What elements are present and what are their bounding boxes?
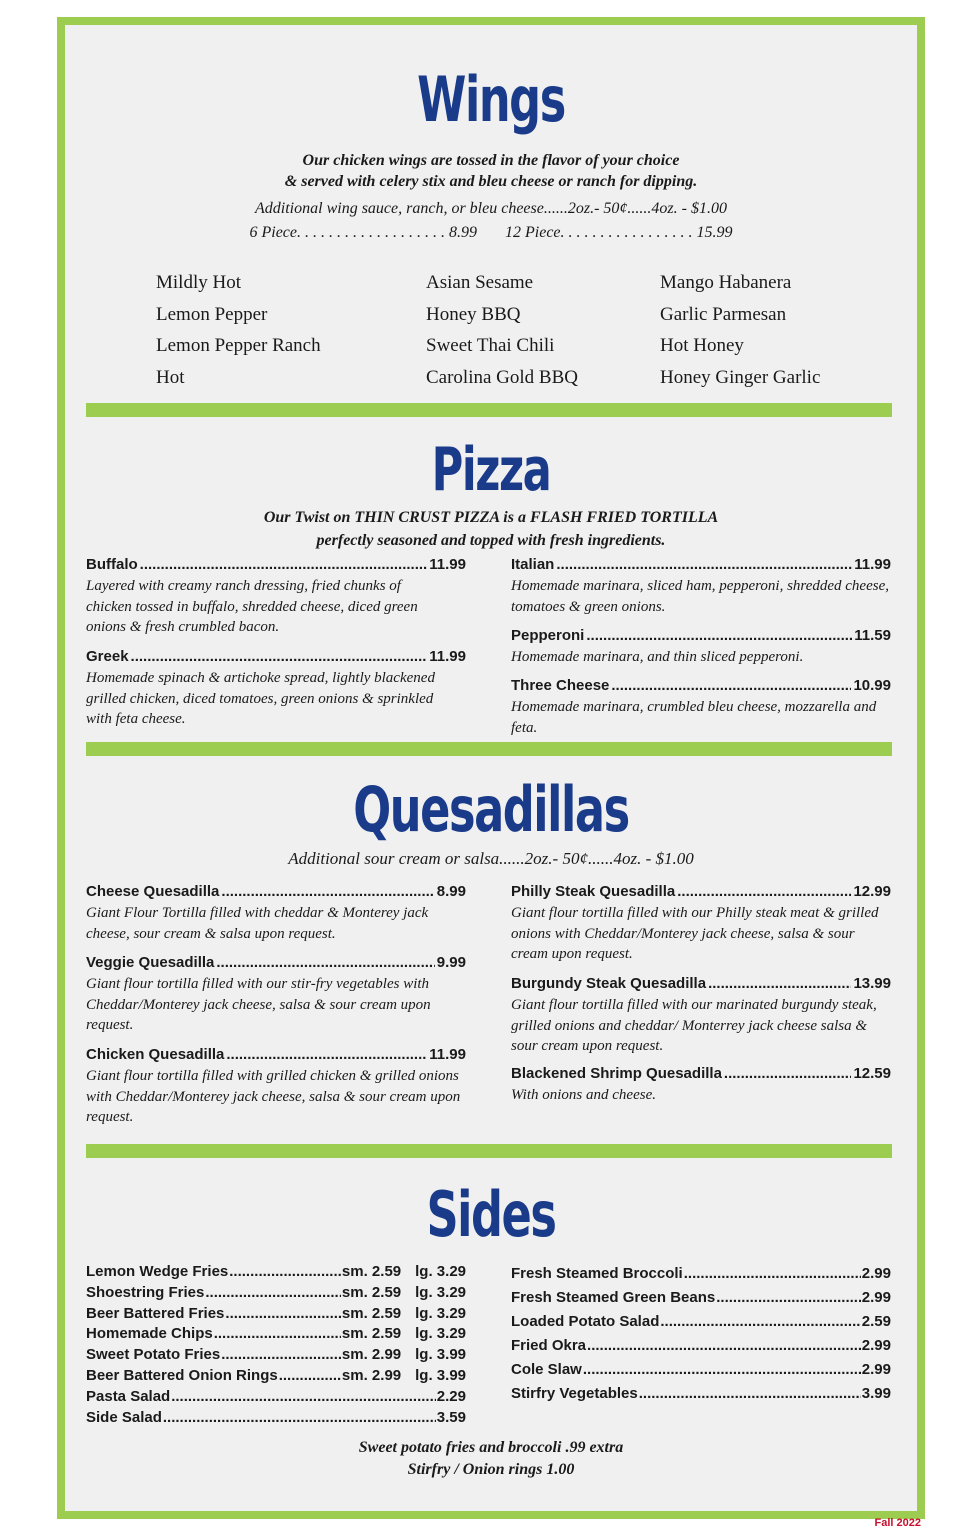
item-name: Chicken Quesadilla <box>86 1046 225 1063</box>
pizza-intro-line2: perfectly seasoned and topped with fresh ingredients. <box>316 532 666 549</box>
item-name: Veggie Quesadilla <box>86 954 215 971</box>
flavor-column-2 <box>426 267 578 393</box>
menu-item <box>511 882 891 965</box>
side-item: Cole Slaw ..... 2.99 <box>511 1358 891 1382</box>
wings-intro-line2: & served with celery stix and bleu cheese or ranch for dipping. <box>284 173 698 190</box>
item-price: 11.99 <box>429 556 466 573</box>
quesadillas-title: Quesadillas <box>353 773 629 846</box>
item-description: Giant flour tortilla filled with our stir-fry vegetables with Cheddar/Monterey jack cheese, salsa & sour cream upon request. <box>86 976 431 1033</box>
quesadillas-extra-line: Additional sour cream or salsa......2oz.- 50¢......4oz. - $1.00 <box>288 849 694 868</box>
item-description: With onions and cheese. <box>511 1087 656 1103</box>
wings-extra-line: Additional wing sauce, ranch, or bleu cheese......2oz.- 50¢......4oz. - $1.00 <box>255 200 727 217</box>
side-item: Fried Okra ..... 2.99 <box>511 1334 891 1358</box>
item-name: Italian <box>511 556 555 573</box>
side-item: Side Salad ..... 3.59 <box>86 1408 466 1429</box>
item-name: Philly Steak Quesadilla <box>511 883 676 900</box>
item-price: 11.59 <box>854 627 891 644</box>
flavor-item: Mildly Hot <box>156 272 241 293</box>
section-divider <box>86 1144 892 1158</box>
item-price: 9.99 <box>436 954 466 971</box>
sides-title: Sides <box>426 1178 556 1251</box>
pizza-title: Pizza <box>431 435 551 505</box>
menu-item <box>511 974 891 1057</box>
menu-item <box>86 1045 466 1128</box>
flavor-item: Asian Sesame <box>426 272 534 293</box>
item-price: 10.99 <box>853 677 891 694</box>
wings-title: Wings <box>417 63 565 136</box>
section-divider <box>86 742 892 756</box>
flavor-item: Lemon Pepper Ranch <box>156 335 321 356</box>
flavor-item: Honey Ginger Garlic <box>660 366 821 388</box>
sides-note-line1: Sweet potato fries and broccoli .99 extra <box>358 1439 624 1456</box>
season-label: Fall 2022 <box>874 1517 921 1529</box>
item-name: Cheese Quesadilla <box>86 883 220 900</box>
item-price: 11.99 <box>854 556 891 573</box>
item-description: Giant flour tortilla filled with grilled chicken & grilled onions with Cheddar/Monterey jack cheese, salsa & sour cream upon request. <box>86 1068 461 1125</box>
item-price: 8.99 <box>436 883 466 900</box>
side-item: Homemade Chips ..... sm. 2.59 lg. 3.29 <box>86 1324 466 1345</box>
flavor-column-1 <box>156 267 321 393</box>
flavor-item: Sweet Thai Chili <box>426 335 555 356</box>
section-divider <box>86 403 892 417</box>
side-item: Sweet Potato Fries ..... sm. 2.99 lg. 3.99 <box>86 1345 466 1366</box>
flavor-item: Garlic Parmesan <box>660 303 787 325</box>
menu-item <box>86 647 466 730</box>
menu-frame <box>57 17 925 1519</box>
side-item: Shoestring Fries ..... sm. 2.59 lg. 3.29 <box>86 1283 466 1304</box>
item-description: Homemade spinach & artichoke spread, lightly blackened grilled chicken, diced tomatoes, green onions & sprinkled with feta cheese. <box>86 670 435 727</box>
flavor-item: Lemon Pepper <box>156 303 268 325</box>
menu-item <box>86 555 466 638</box>
item-name: Three Cheese <box>511 677 610 694</box>
item-name: Burgundy Steak Quesadilla <box>511 975 707 992</box>
flavor-item: Mango Habanera <box>660 272 792 293</box>
item-price: 12.59 <box>853 1065 891 1082</box>
flavor-item: Hot Honey <box>660 335 744 356</box>
item-description: Giant Flour Tortilla filled with cheddar & Monterey jack cheese, sour cream & salsa upon request. <box>86 905 429 942</box>
sides-right-list <box>511 1262 891 1406</box>
item-name: Blackened Shrimp Quesadilla <box>511 1065 722 1082</box>
menu-item <box>86 882 466 944</box>
side-item: Pasta Salad ..... 2.29 <box>86 1387 466 1408</box>
item-description: Giant flour tortilla filled with our Philly steak meat & grilled onions with Cheddar/Monterey jack cheese, salsa & sour cream upon request. <box>511 905 879 962</box>
side-item: Fresh Steamed Green Beans ..... 2.99 <box>511 1286 891 1310</box>
item-description: Homemade marinara, crumbled bleu cheese, mozzarella and feta. <box>511 699 877 736</box>
flavor-item: Hot <box>156 366 185 388</box>
item-price: 12.99 <box>853 883 891 900</box>
pizza-intro-line1: Our Twist on THIN CRUST PIZZA is a FLASH FRIED TORTILLA <box>263 509 719 526</box>
wings-price-line: 6 Piece. . . . . . . . . . . . . . . . . . . 8.99 12 Piece. . . . . . . . . . . . . . . . . 15.99 <box>249 224 733 241</box>
menu-item <box>511 1064 891 1106</box>
item-price: 13.99 <box>853 975 891 992</box>
side-item: Lemon Wedge Fries ..... sm. 2.59 lg. 3.29 <box>86 1262 466 1283</box>
menu-item <box>511 626 891 668</box>
sides-note-line2: Stirfry / Onion rings 1.00 <box>407 1461 575 1478</box>
item-price: 11.99 <box>429 648 466 665</box>
sides-left-list <box>86 1262 466 1428</box>
item-description: Homemade marinara, sliced ham, pepperoni, shredded cheese, tomatoes & green onions. <box>511 578 889 615</box>
side-item: Loaded Potato Salad ..... 2.59 <box>511 1310 891 1334</box>
flavor-column-3 <box>660 267 820 393</box>
menu-item <box>86 953 466 1036</box>
wings-intro-line1: Our chicken wings are tossed in the flavor of your choice <box>302 152 680 169</box>
item-description: Giant flour tortilla filled with our marinated burgundy steak, grilled onions and cheddar/ Monterrey jack cheese salsa & sour cream upon request. <box>511 997 877 1054</box>
flavor-item: Carolina Gold BBQ <box>426 366 578 388</box>
item-description: Homemade marinara, and thin sliced pepperoni. <box>511 649 804 665</box>
item-name: Pepperoni <box>511 627 585 644</box>
side-item: Beer Battered Fries ..... sm. 2.59 lg. 3.29 <box>86 1304 466 1325</box>
side-item: Fresh Steamed Broccoli ..... 2.99 <box>511 1262 891 1286</box>
side-item: Beer Battered Onion Rings ..... sm. 2.99 lg. 3.99 <box>86 1366 466 1387</box>
item-name: Buffalo <box>86 556 138 573</box>
item-description: Layered with creamy ranch dressing, fried chunks of chicken tossed in buffalo, shredded cheese, diced green onions & fresh crumbled bacon. <box>86 578 418 635</box>
flavor-item: Honey BBQ <box>426 303 521 325</box>
menu-item <box>511 555 891 617</box>
item-name: Greek <box>86 648 129 665</box>
side-item: Stirfry Vegetables ..... 3.99 <box>511 1382 891 1406</box>
item-price: 11.99 <box>429 1046 466 1063</box>
menu-item <box>511 676 891 738</box>
